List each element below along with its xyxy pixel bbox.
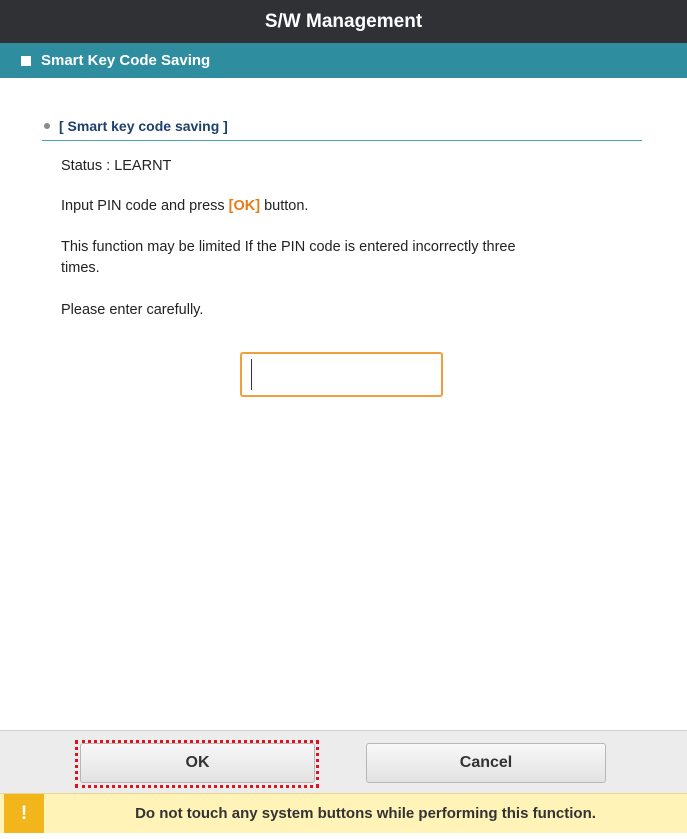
pin-code-input[interactable] bbox=[240, 352, 443, 397]
sub-heading bbox=[42, 112, 642, 141]
window-title: S/W Management bbox=[264, 10, 423, 32]
square-icon bbox=[21, 56, 31, 66]
instruction-suffix: button. bbox=[260, 198, 309, 214]
button-bar bbox=[0, 730, 687, 794]
limit-note-line2: times. bbox=[61, 260, 100, 276]
section-header bbox=[0, 43, 687, 78]
title-bar bbox=[0, 0, 687, 43]
ok-button-label: OK bbox=[185, 754, 210, 771]
warning-text: Do not touch any system buttons while performing this function. bbox=[135, 805, 596, 822]
instruction-prefix: Input PIN code and press bbox=[61, 198, 229, 214]
bullet-icon bbox=[44, 123, 50, 129]
instruction-ok-highlight: [OK] bbox=[228, 198, 261, 214]
status-text: Status : LEARNT bbox=[61, 158, 172, 174]
ok-button[interactable] bbox=[80, 743, 315, 783]
cancel-button[interactable] bbox=[366, 743, 606, 783]
text-caret bbox=[251, 359, 252, 390]
caution-text: Please enter carefully. bbox=[61, 302, 204, 318]
exclamation-glyph: ! bbox=[20, 802, 28, 824]
limit-note-line1: This function may be limited If the PIN code is entered incorrectly three bbox=[61, 239, 516, 255]
section-title: Smart Key Code Saving bbox=[41, 52, 211, 69]
cancel-button-label: Cancel bbox=[459, 754, 513, 771]
warning-bar bbox=[0, 793, 687, 833]
sub-heading-label: [ Smart key code saving ] bbox=[59, 118, 228, 134]
instruction-text bbox=[61, 196, 308, 217]
exclamation-icon bbox=[4, 794, 44, 833]
